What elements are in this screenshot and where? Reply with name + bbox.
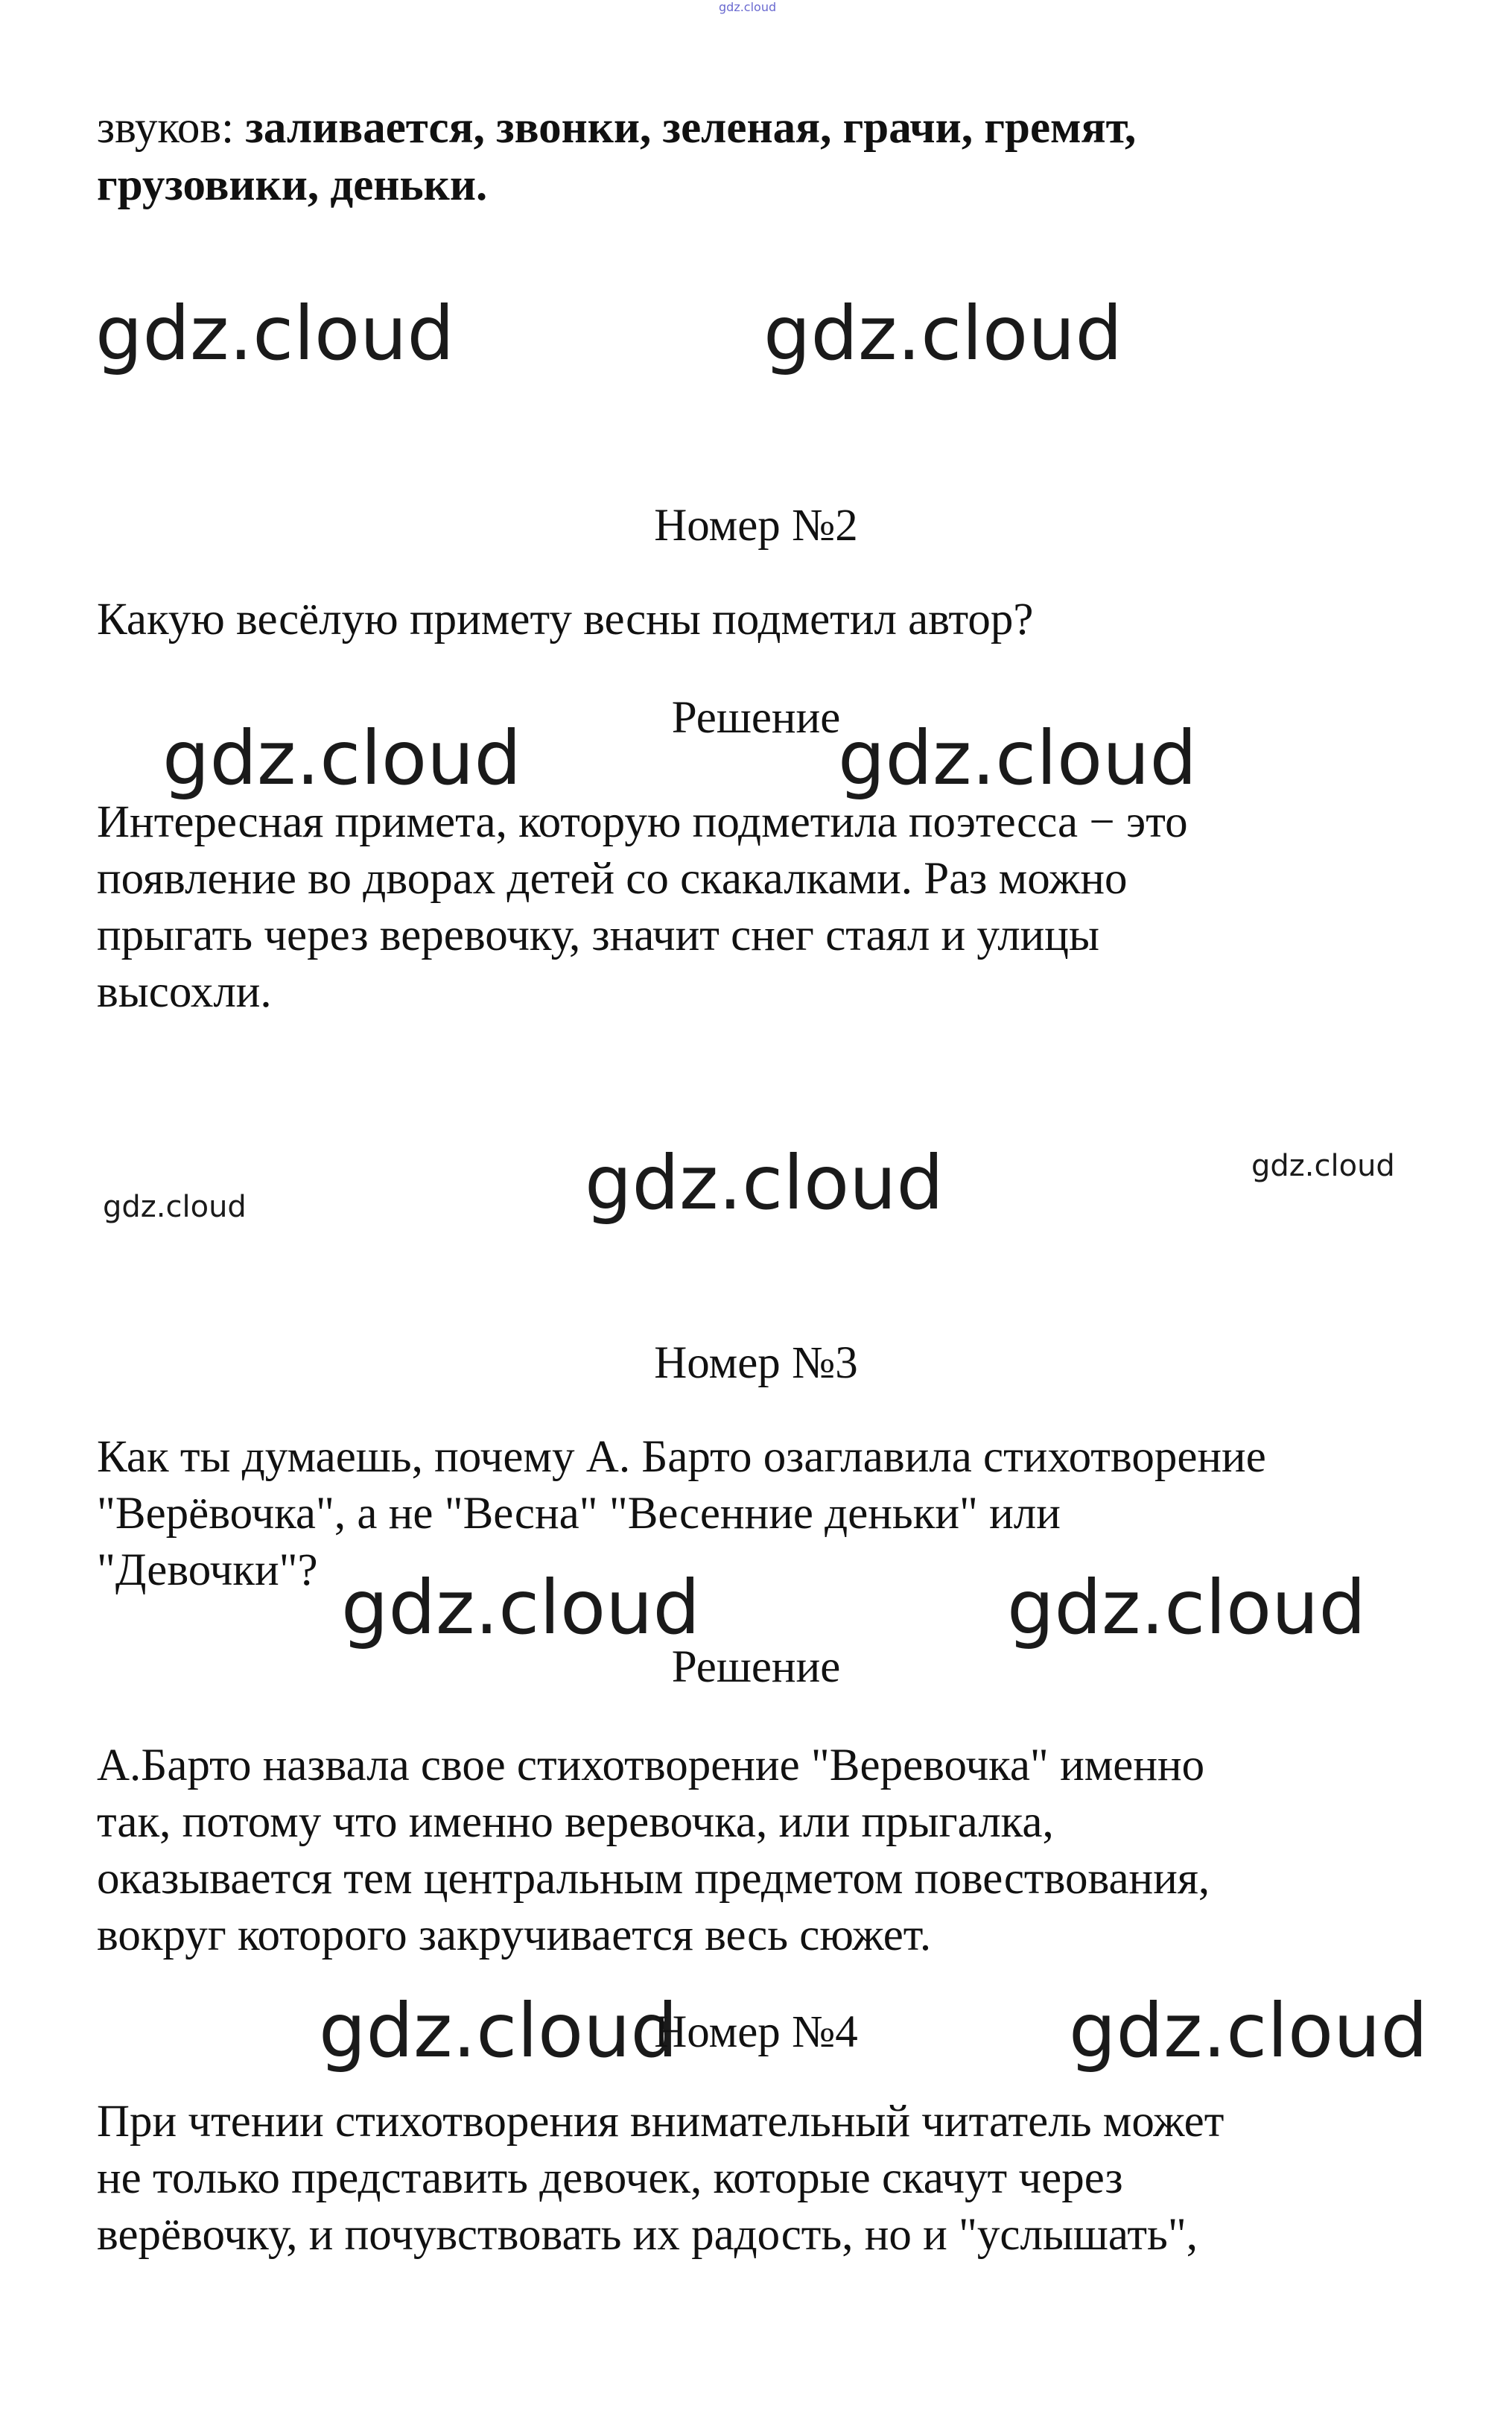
top-watermark: gdz.cloud — [719, 0, 777, 14]
section-2-question: Какую весёлую примету весны подметил автор? — [97, 595, 1034, 644]
section-2-answer-line-2: появление во дворах детей со скакалками. Раз можно — [97, 854, 1128, 904]
intro-bold-words-1: заливается, звонки, зеленая, грачи, гремят, — [245, 103, 1137, 153]
watermark: gdz.cloud — [1007, 1564, 1367, 1651]
intro-line-1 — [97, 100, 1136, 156]
watermark: gdz.cloud — [103, 1190, 247, 1224]
watermark: gdz.cloud — [585, 1139, 944, 1226]
section-3-solution-label: Решение — [671, 1642, 841, 1692]
section-4-text-line-2: не только представить девочек, которые скачут через — [97, 2153, 1123, 2203]
section-3-question-line-1: Как ты думаешь, почему А. Барто озаглавила стихотворение — [97, 1432, 1266, 1482]
section-3-answer-line-3: оказывается тем центральным предметом повествования, — [97, 1854, 1210, 1904]
section-2-heading: Номер №2 — [654, 501, 858, 551]
section-4-text-line-3: верёвочку, и почувствовать их радость, но и "услышать", — [97, 2210, 1198, 2260]
intro-lead: звуков: — [97, 103, 246, 153]
section-2-solution-label: Решение — [671, 693, 841, 743]
section-3-answer-line-2: так, потому что именно веревочка, или прыгалка, — [97, 1797, 1054, 1847]
watermark: gdz.cloud — [763, 290, 1123, 377]
section-2-answer-line-1: Интересная примета, которую подметила поэтесса − это — [97, 797, 1188, 847]
section-3-question-line-2: "Верёвочка", а не "Весна" "Весенние деньки" или — [97, 1489, 1061, 1539]
watermark: gdz.cloud — [838, 715, 1198, 802]
watermark: gdz.cloud — [341, 1564, 701, 1651]
intro-bold-words-2: грузовики, деньки. — [97, 160, 488, 210]
section-2-answer-line-4: высохли. — [97, 967, 272, 1017]
section-3-heading: Номер №3 — [654, 1338, 858, 1388]
intro-line-2 — [97, 157, 487, 214]
section-4-heading: Номер №4 — [654, 2007, 858, 2057]
watermark: gdz.cloud — [1069, 1987, 1429, 2074]
section-4-text-line-1: При чтении стихотворения внимательный читатель может — [97, 2097, 1224, 2147]
watermark: gdz.cloud — [162, 715, 522, 802]
section-2-answer-line-3: прыгать через веревочку, значит снег стаял и улицы — [97, 910, 1099, 960]
watermark: gdz.cloud — [319, 1987, 679, 2074]
watermark: gdz.cloud — [95, 290, 455, 377]
section-3-answer-line-4: вокруг которого закручивается весь сюжет. — [97, 1910, 932, 1960]
section-3-answer-line-1: А.Барто назвала свое стихотворение "Веревочка" именно — [97, 1740, 1205, 1790]
watermark: gdz.cloud — [1251, 1149, 1395, 1183]
section-3-question-line-3: "Девочки"? — [97, 1545, 318, 1595]
